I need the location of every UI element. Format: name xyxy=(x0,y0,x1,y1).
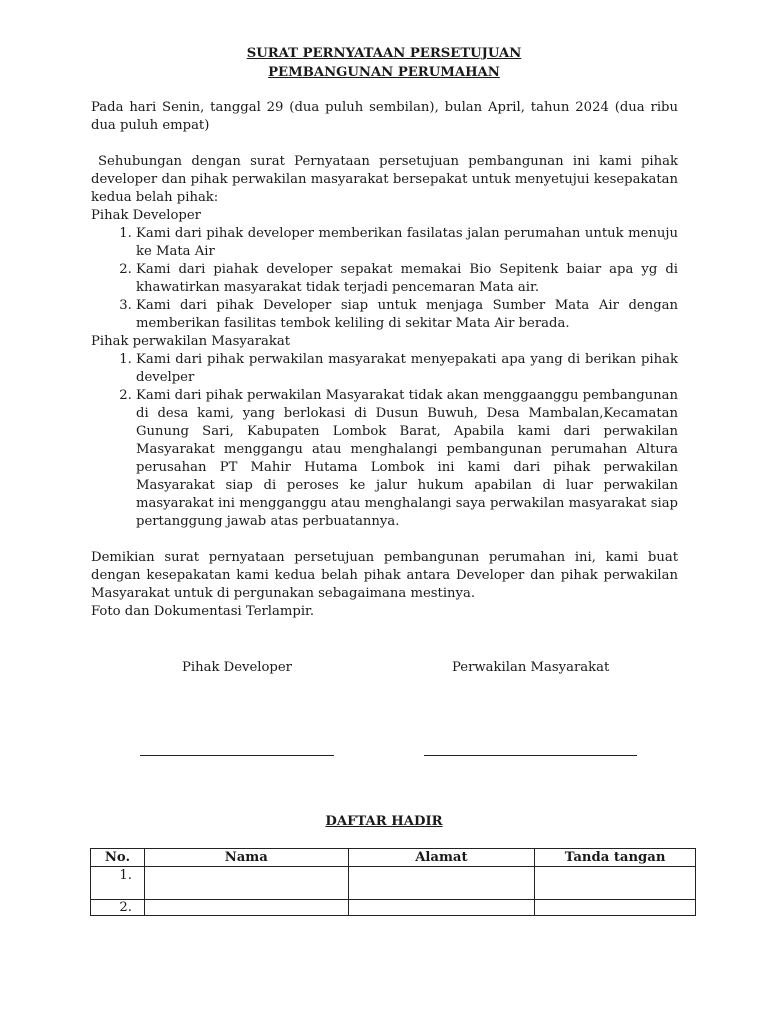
intro-paragraph: Pada hari Senin, tanggal 29 (dua puluh sembilan), bulan April, tahun 2024 (dua ribu dua puluh empat) xyxy=(91,100,678,133)
cell-no: 1. xyxy=(91,867,145,900)
community-list xyxy=(91,351,678,531)
list-item: 2. Kami dari pihak perwakilan Masyarakat tidak akan menggaanggu pembangunan di desa kami, yang berlokasi di Dusun Buwuh, Desa Mambalan,Kecamatan Gunung Sari, Kabupaten Lombok Barat, Apabila kami dari perwakilan Masyarakat menggangu atau menghalangi pembangunan perumahan Altura perusahan PT Mahir Hutama Lombok ini kami dari pihak perwakilan Masyarakat siap di peroses ke jalur hukum apabilan di luar perwakilan masyarakat ini mengganggu atau menghalangi saya perwakilan masyarakat siap pertanggung jawab atas perbuatannya. xyxy=(136,387,678,531)
cell-nama xyxy=(144,867,348,900)
list-item: 3. Kami dari pihak Developer siap untuk menjaga Sumber Mata Air dengan memberikan fasilitas tembok keliling di sekitar Mata Air berada. xyxy=(136,297,678,333)
attendance-title: DAFTAR HADIR xyxy=(325,814,443,829)
signature-line-developer xyxy=(140,755,334,756)
list-item: 2. Kami dari piahak developer sepakat memakai Bio Sepitenk baiar apa yg di khawatirkan masyarakat tidak terjadi pencemaran Mata air. xyxy=(136,261,678,297)
cell-alamat xyxy=(348,867,535,900)
column-header-tanda-tangan: Tanda tangan xyxy=(535,849,696,867)
table-header-row xyxy=(91,849,696,867)
attachment-note: Foto dan Dokumentasi Terlampir. xyxy=(91,604,315,619)
cell-alamat xyxy=(348,900,535,916)
table-row xyxy=(91,867,696,900)
cell-tanda-tangan xyxy=(535,900,696,916)
community-heading: Pihak perwakilan Masyarakat xyxy=(91,334,291,349)
title-line-2: PEMBANGUNAN PERUMAHAN xyxy=(268,65,500,80)
developer-list xyxy=(91,225,678,333)
list-item: 1. Kami dari pihak developer memberikan fasilatas jalan perumahan untuk menuju ke Mata Air xyxy=(136,225,678,261)
cell-nama xyxy=(144,900,348,916)
attendance-table xyxy=(90,848,696,916)
list-item: 1. Kami dari pihak perwakilan masyarakat menyepakati apa yang di berikan pihak develper xyxy=(136,351,678,387)
table-row xyxy=(91,900,696,916)
closing-paragraph: Demikian surat pernyataan persetujuan pembangunan perumahan ini, kami buat dengan kesepakatan kami kedua belah pihak antara Developer dan pihak perwakilan Masyarakat untuk di pergunakan sebagaimana mestinya. xyxy=(91,550,678,601)
column-header-no: No. xyxy=(91,849,145,867)
document-title xyxy=(0,44,768,82)
column-header-nama: Nama xyxy=(144,849,348,867)
signature-label-community: Perwakilan Masyarakat xyxy=(452,660,610,675)
document-body xyxy=(91,99,678,621)
title-line-1: SURAT PERNYATAAN PERSETUJUAN xyxy=(246,46,522,61)
column-header-alamat: Alamat xyxy=(348,849,535,867)
cell-tanda-tangan xyxy=(535,867,696,900)
cell-no: 2. xyxy=(91,900,145,916)
opening-paragraph: Sehubungan dengan surat Pernyataan persetujuan pembangunan ini kami pihak developer dan pihak perwakilan masyarakat bersepakat untuk menyetujui kesepakatan kedua belah pihak: xyxy=(91,154,678,205)
signature-line-community xyxy=(424,755,637,756)
signature-label-developer: Pihak Developer xyxy=(182,660,292,675)
developer-heading: Pihak Developer xyxy=(91,208,201,223)
